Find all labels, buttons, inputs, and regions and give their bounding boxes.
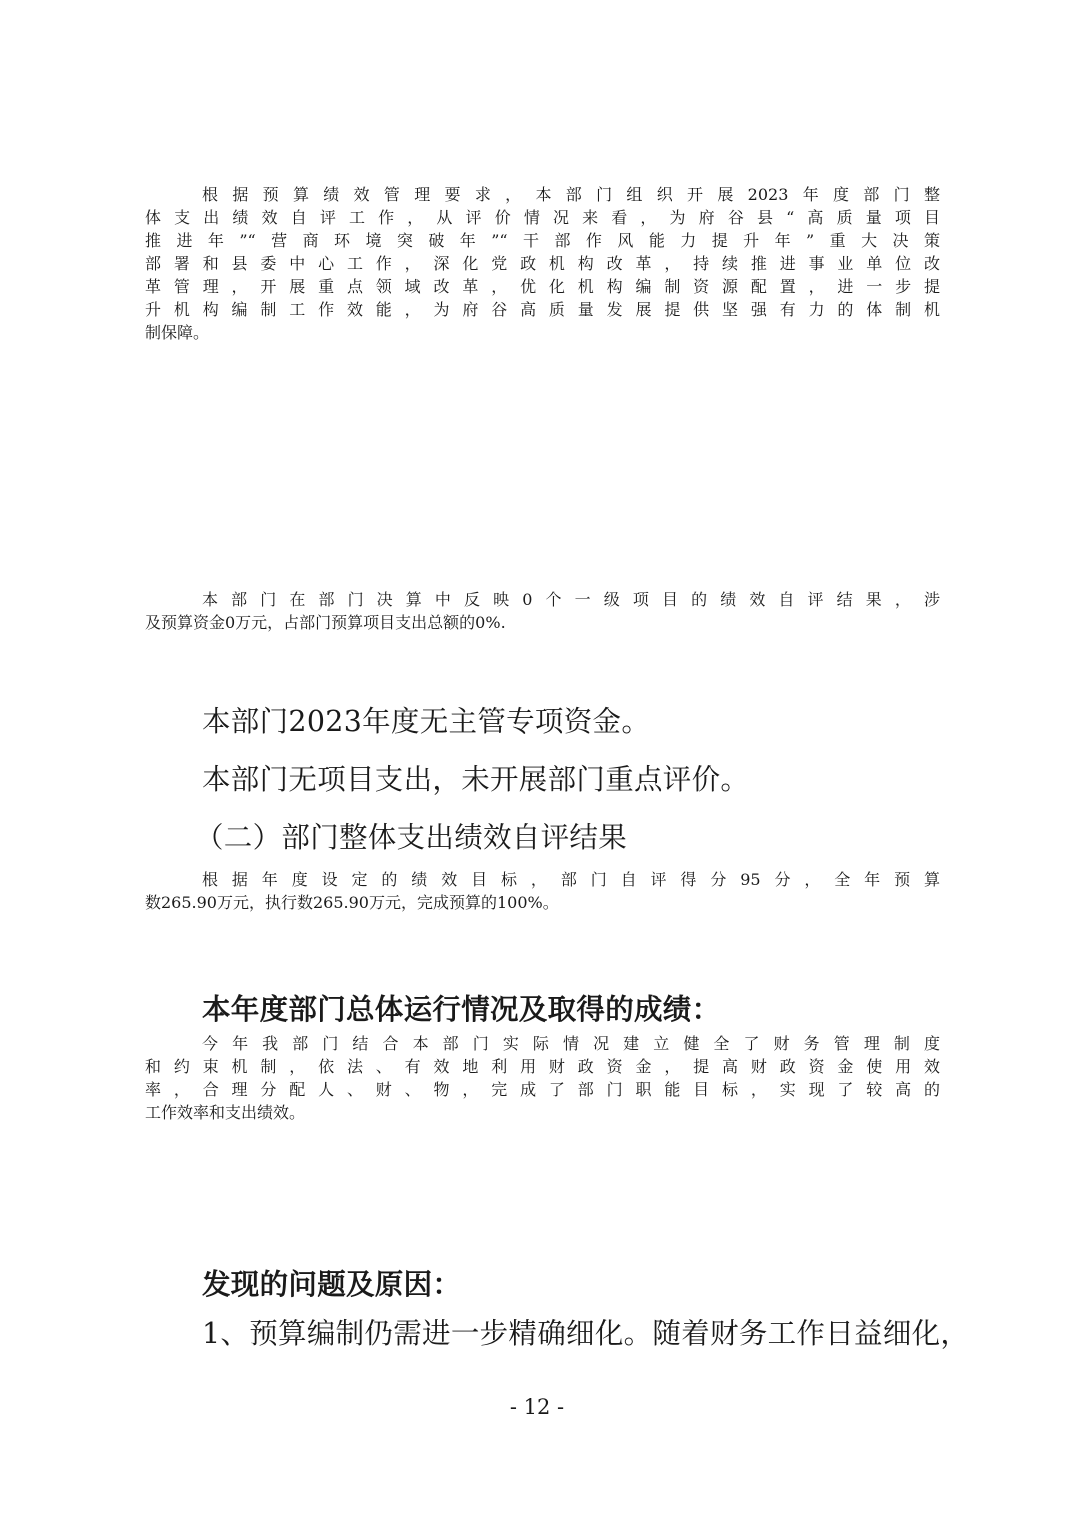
text-line: 升机构编制工作效能，为府谷高质量发展提供坚强有力的体制机 (145, 300, 940, 319)
text-line: 本部门无项目支出，未开展部门重点评价。 (202, 763, 750, 796)
text-line: 本部门2023年度无主管专项资金。 (202, 705, 651, 738)
text-line: 及预算资金0万元，占部门预算项目支出总额的0%. (145, 613, 506, 632)
text-line: 今年我部门结合本部门实际情况建立健全了财务管理制度 (202, 1034, 940, 1053)
paragraph-project-results (145, 587, 940, 633)
page-number: - 12 - (509, 1395, 565, 1419)
section-heading-self-evaluation (145, 809, 940, 867)
text-line: 本部门在部门决算中反映0个一级项目的绩效自评结果，涉 (202, 590, 940, 609)
text-line: 根据预算绩效管理要求，本部门组织开展2023年度部门整 (202, 185, 940, 204)
text-line: 革管理，开展重点领域改革，优化机构编制资源配置，进一步提 (145, 277, 940, 296)
text-line: 数265.90万元，执行数265.90万元，完成预算的100%。 (145, 893, 559, 912)
paragraph-special-funds (145, 693, 940, 751)
section-heading: （二）部门整体支出绩效自评结果 (195, 821, 628, 854)
paragraph-achievements (145, 1031, 940, 1123)
paragraph-performance-requirement (145, 182, 940, 343)
text-line: 推进年”“营商环境突破年”“干部作风能力提升年”重大决策 (145, 231, 940, 250)
bold-heading: 发现的问题及原因： (202, 1267, 462, 1301)
text-line: 工作效率和支出绩效。 (145, 1103, 306, 1122)
text-line: 体支出绩效自评工作，从评价情况来看，为府谷县“高质量项目 (145, 208, 940, 227)
text-line: 根据年度设定的绩效目标，部门自评得分95分，全年预算 (202, 870, 940, 889)
paragraph-score-summary (145, 867, 940, 913)
text-line: 部署和县委中心工作，深化党政机构改革，持续推进事业单位改 (145, 254, 940, 273)
text-line: 和约束机制，依法、有效地利用财政资金，提高财政资金使用效 (145, 1057, 940, 1076)
bold-heading: 本年度部门总体运行情况及取得的成绩： (202, 992, 721, 1026)
paragraph-no-project-spending (145, 751, 940, 809)
text-line: 率，合理分配人、财、物，完成了部门职能目标，实现了较高的 (145, 1080, 940, 1099)
paragraph-problem-1 (145, 1305, 970, 1363)
text-line: 制保障。 (145, 323, 210, 342)
text-line: 1、预算编制仍需进一步精确细化。随着财务工作日益细化， (202, 1317, 970, 1350)
